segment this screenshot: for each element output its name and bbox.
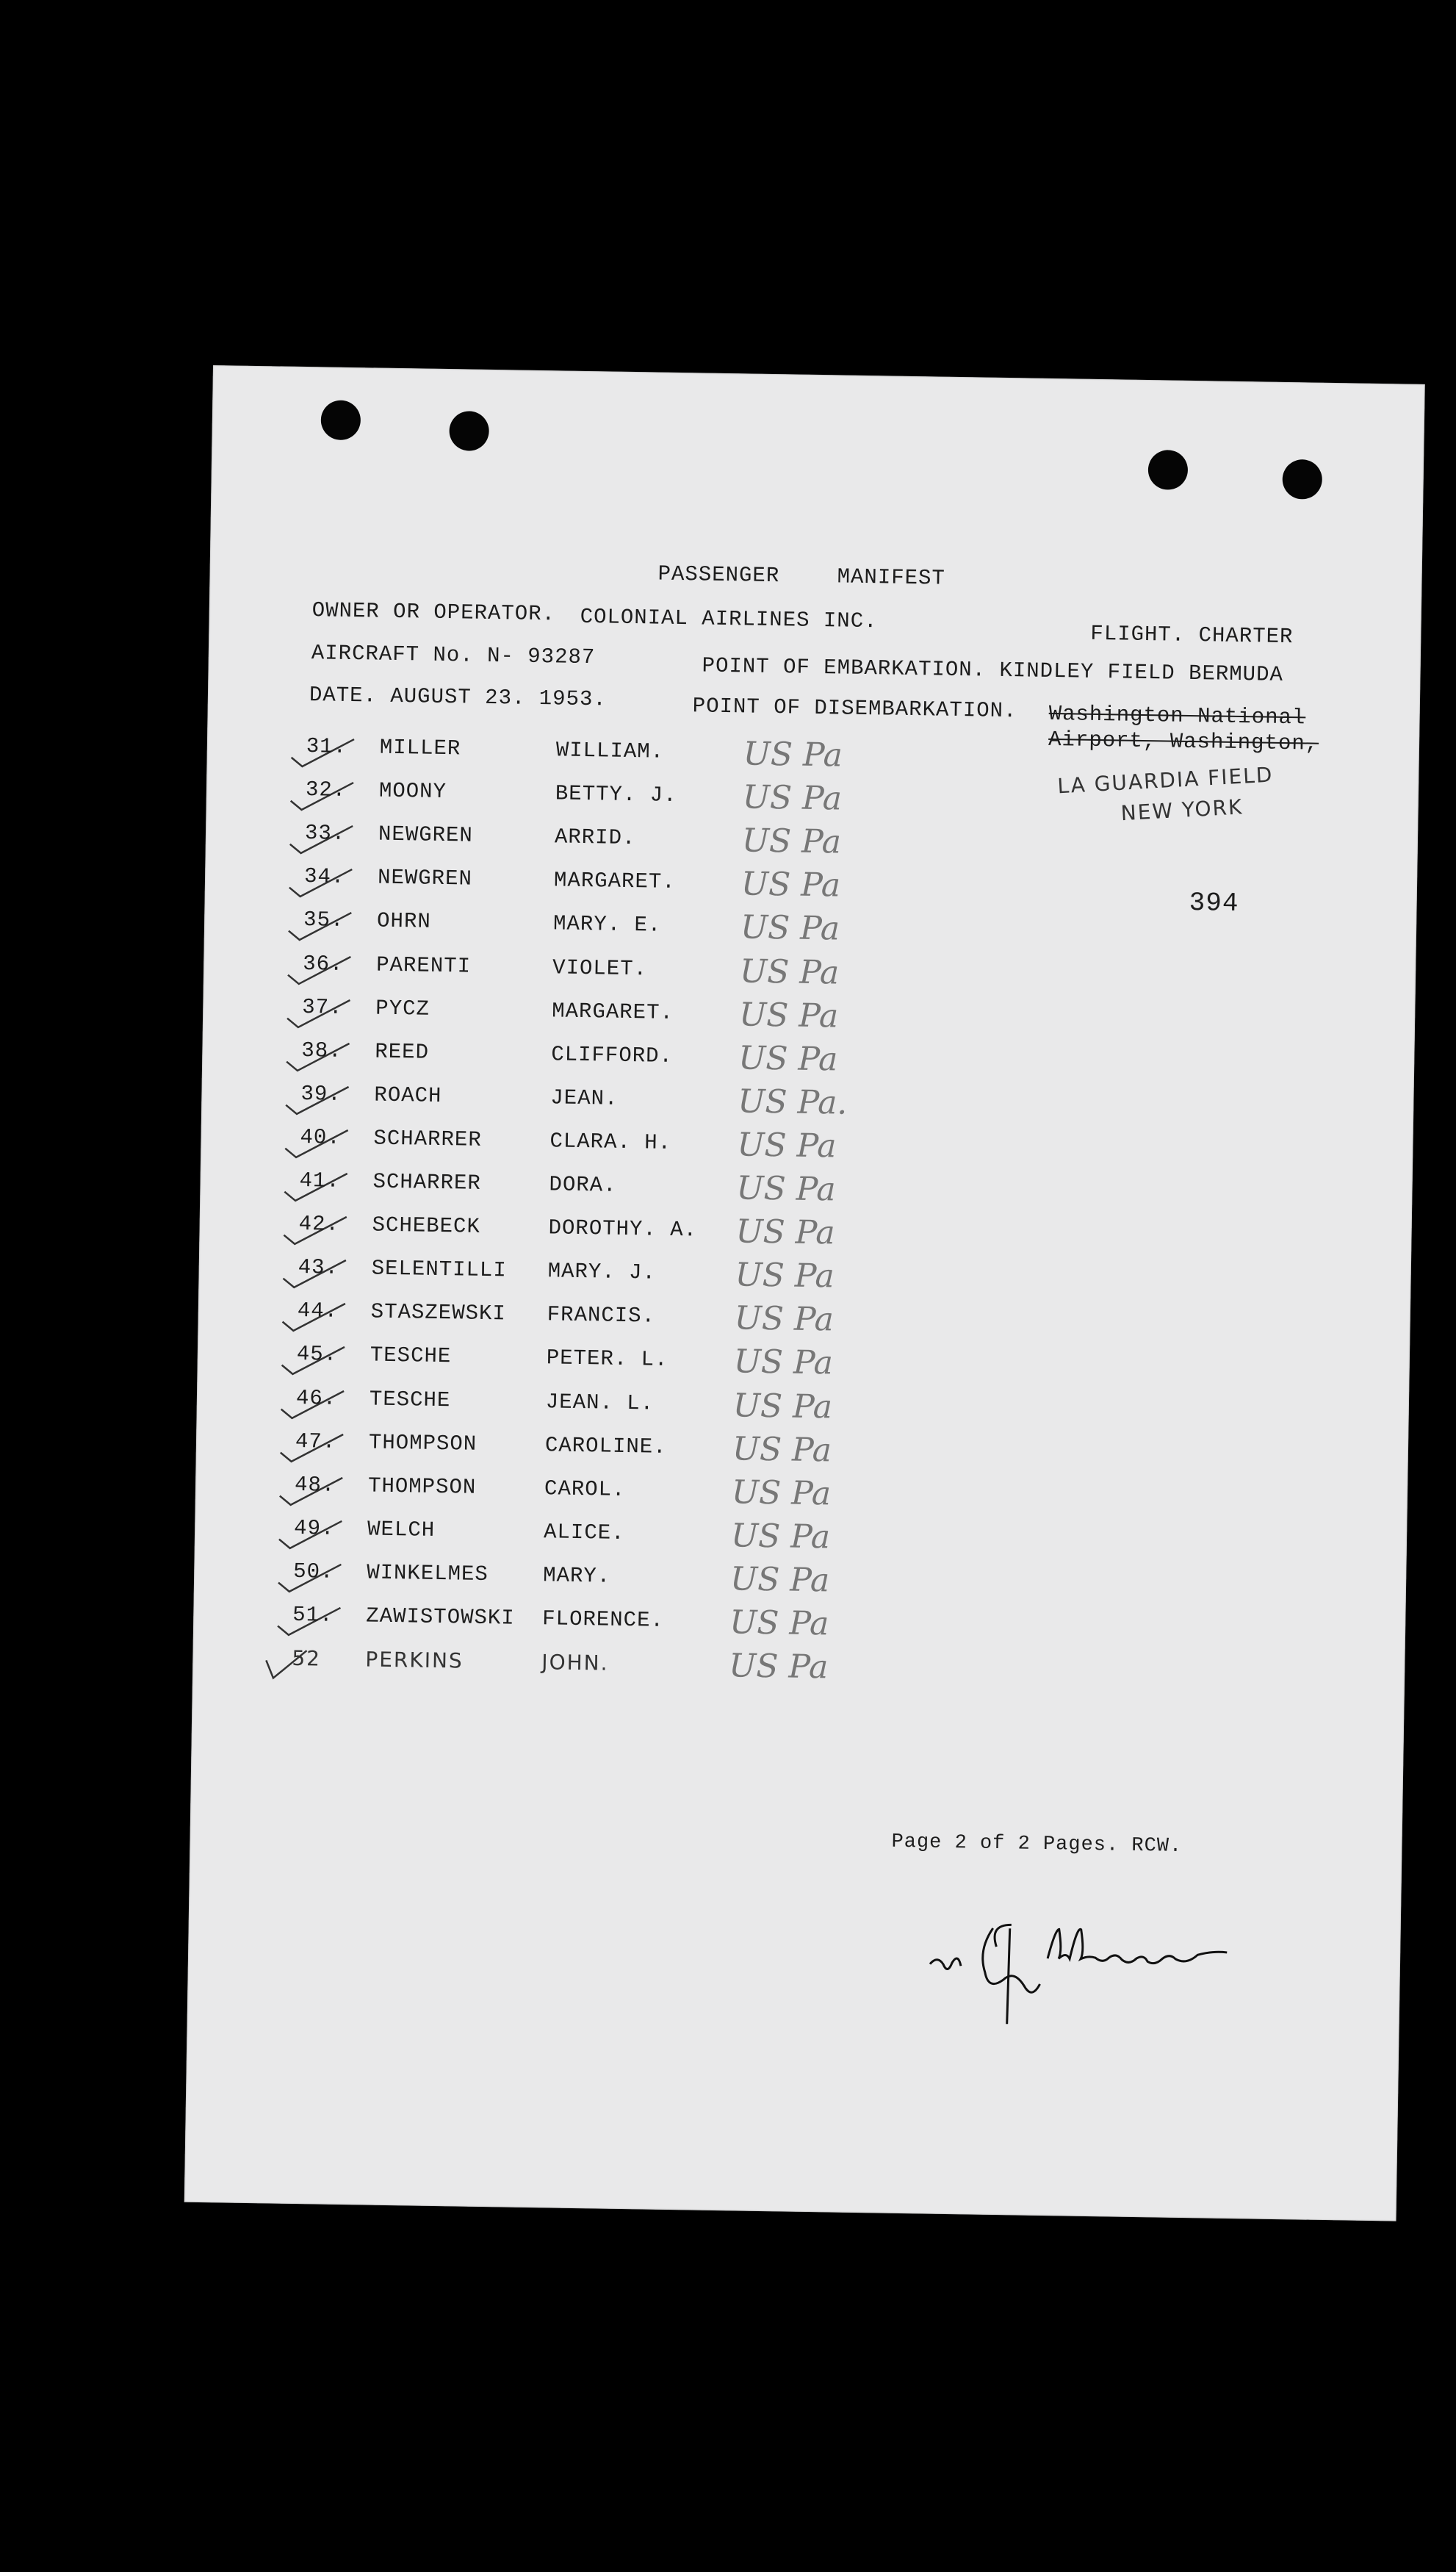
passenger-nationality: US Pa <box>732 1386 833 1426</box>
passenger-last-name: ROACH <box>374 1082 442 1108</box>
passenger-number: 43. <box>298 1255 339 1281</box>
passenger-first-name: MARGARET. <box>551 998 674 1025</box>
passenger-number: 38. <box>301 1038 342 1063</box>
passenger-last-name: WINKELMES <box>366 1560 489 1587</box>
passenger-number: 33. <box>304 821 346 847</box>
passenger-nationality: US Pa <box>740 865 841 905</box>
passenger-last-name: PYCZ <box>375 996 430 1021</box>
owner-label: OWNER OR OPERATOR. <box>311 598 556 627</box>
passenger-nationality: US Pa <box>730 1517 831 1556</box>
passenger-first-name: MARY. J. <box>547 1259 657 1285</box>
passenger-first-name: JEAN. L. <box>545 1389 655 1416</box>
passenger-number: 31. <box>306 734 347 759</box>
passenger-nationality: US Pa <box>740 908 840 948</box>
passenger-last-name: SCHEBECK <box>372 1213 481 1239</box>
passenger-nationality: US Pa <box>742 778 843 818</box>
passenger-nationality: US Pa <box>741 822 842 861</box>
passenger-number: 36. <box>302 951 344 977</box>
passenger-nationality: US Pa <box>733 1343 834 1382</box>
passenger-first-name: MARY. <box>542 1563 611 1589</box>
disembarkation-struck-2: Airport, Washington, <box>1048 727 1319 756</box>
passenger-last-name: SCHARRER <box>372 1169 482 1196</box>
passenger-number: 41. <box>299 1168 341 1193</box>
passenger-last-name: TESCHE <box>369 1387 451 1412</box>
passenger-number: 47. <box>295 1429 336 1454</box>
passenger-number: 46. <box>295 1385 337 1411</box>
passenger-number: 49. <box>293 1515 335 1541</box>
disembarkation-label: POINT OF DISEMBARKATION. <box>692 694 1017 724</box>
disembarkation-handwritten-1: LA GUARDIA FIELD <box>1056 762 1275 799</box>
passenger-nationality: US Pa <box>729 1560 830 1600</box>
passenger-nationality: US Pa. <box>737 1082 848 1122</box>
manifest-page <box>184 365 1425 2221</box>
passenger-number: 42. <box>298 1212 340 1237</box>
passenger-last-name: STASZEWSKI <box>370 1299 507 1326</box>
passenger-first-name: FLORENCE. <box>542 1606 665 1633</box>
passenger-nationality: US Pa <box>738 995 839 1035</box>
passenger-first-name: JEAN. <box>550 1085 619 1111</box>
passenger-nationality: US Pa <box>735 1213 836 1252</box>
date: DATE. AUGUST 23. 1953. <box>309 683 608 712</box>
page-title: PASSENGER MANIFEST <box>657 561 946 591</box>
passenger-nationality: US Pa <box>739 952 840 991</box>
flight: FLIGHT. CHARTER <box>1090 621 1294 650</box>
aircraft-number: AIRCRAFT No. N- 93287 <box>311 641 596 670</box>
passenger-number: 40. <box>300 1124 341 1150</box>
disembarkation-struck-1: Washington National <box>1048 701 1306 730</box>
passenger-nationality: US Pa <box>728 1647 829 1686</box>
passenger-first-name: CAROL. <box>544 1476 626 1502</box>
passenger-last-name: NEWGREN <box>378 822 474 848</box>
passenger-nationality: US Pa <box>743 735 843 775</box>
passenger-first-name: BETTY. J. <box>555 781 677 808</box>
passenger-first-name: VIOLET. <box>552 955 648 981</box>
passenger-nationality: US Pa <box>736 1169 836 1209</box>
passenger-last-name: MOONY <box>378 778 447 805</box>
passenger-first-name: MARGARET. <box>553 868 676 895</box>
passenger-last-name: SELENTILLI <box>371 1256 507 1283</box>
passenger-last-name: THOMPSON <box>368 1430 477 1456</box>
passenger-last-name: THOMPSON <box>367 1473 477 1500</box>
passenger-number: 39. <box>300 1081 342 1107</box>
passenger-number: 48. <box>294 1472 336 1498</box>
passenger-nationality: US Pa <box>738 1039 838 1079</box>
passenger-last-name: TESCHE <box>370 1343 452 1369</box>
passenger-first-name: MARY. E. <box>552 911 662 938</box>
passenger-number: 51. <box>292 1602 334 1628</box>
passenger-first-name: ARRID. <box>554 825 636 851</box>
passenger-first-name: CAROLINE. <box>544 1432 667 1459</box>
passenger-first-name: CLARA. H. <box>549 1129 672 1155</box>
passenger-nationality: US Pa <box>734 1299 835 1339</box>
passenger-number: 50. <box>292 1559 334 1584</box>
passenger-nationality: US Pa <box>737 1126 837 1165</box>
passenger-first-name: DOROTHY. A. <box>548 1215 698 1243</box>
passenger-last-name: ZAWISTOWSKI <box>366 1603 515 1631</box>
passenger-number: 52 <box>292 1645 322 1671</box>
passenger-first-name: WILLIAM. <box>555 738 665 764</box>
passenger-last-name: PERKINS <box>365 1647 464 1673</box>
signature <box>922 1912 1305 2036</box>
passenger-nationality: US Pa <box>735 1256 835 1296</box>
passenger-last-name: NEWGREN <box>377 865 473 891</box>
passenger-last-name: REED <box>375 1039 430 1065</box>
passenger-last-name: PARENTI <box>375 952 472 979</box>
stamp-number: 394 <box>1189 887 1239 919</box>
owner-value: COLONIAL AIRLINES INC. <box>580 604 878 634</box>
passenger-number: 35. <box>303 908 345 933</box>
passenger-nationality: US Pa <box>729 1603 829 1643</box>
passenger-last-name: MILLER <box>379 735 461 761</box>
passenger-nationality: US Pa <box>731 1473 832 1513</box>
passenger-number: 44. <box>297 1298 339 1324</box>
disembarkation-handwritten-2: NEW YORK <box>1120 794 1244 826</box>
passenger-last-name: OHRN <box>376 908 432 935</box>
passenger-first-name: FRANCIS. <box>547 1302 656 1329</box>
embarkation: POINT OF EMBARKATION. KINDLEY FIELD BERMUDA <box>702 653 1284 687</box>
passenger-first-name: JOHN. <box>541 1650 609 1675</box>
passenger-first-name: DORA. <box>549 1172 617 1198</box>
passenger-number: 32. <box>305 777 347 803</box>
page-footer: Page 2 of 2 Pages. RCW. <box>891 1831 1183 1858</box>
passenger-number: 37. <box>302 994 343 1020</box>
passenger-last-name: WELCH <box>367 1517 436 1542</box>
passenger-first-name: PETER. L. <box>546 1346 668 1373</box>
passenger-last-name: SCHARRER <box>373 1126 482 1152</box>
passenger-first-name: CLIFFORD. <box>551 1042 674 1068</box>
passenger-first-name: ALICE. <box>543 1520 625 1545</box>
passenger-number: 34. <box>303 864 345 890</box>
passenger-number: 45. <box>296 1342 338 1368</box>
passenger-nationality: US Pa <box>732 1429 832 1469</box>
